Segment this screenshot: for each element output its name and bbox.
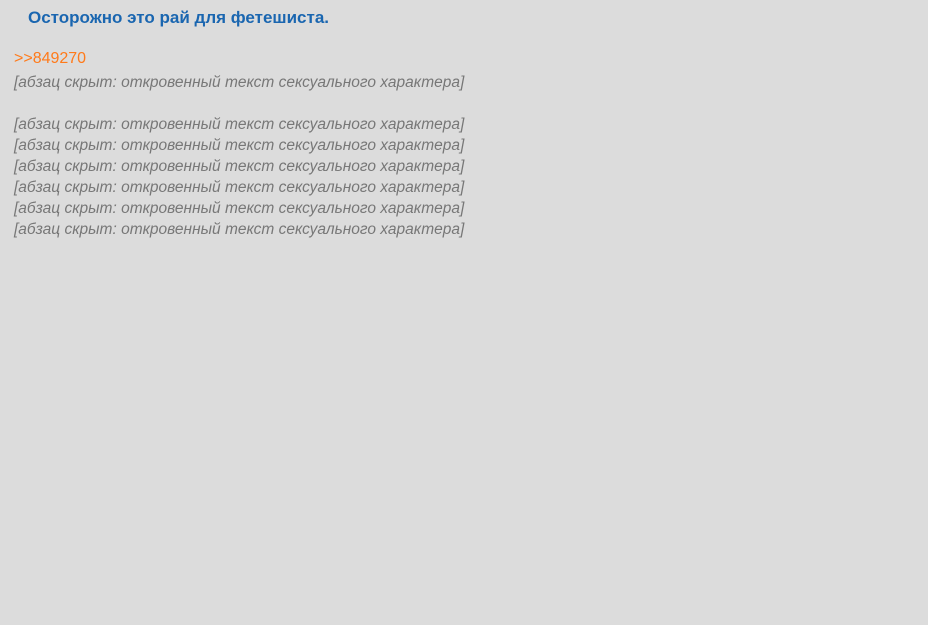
reply-quote-link[interactable]: >>849270 (14, 50, 87, 67)
post-paragraph: [абзац скрыт: откровенный текст сексуального характера] (14, 158, 465, 175)
post-paragraph: [абзац скрыт: откровенный текст сексуального характера] (14, 137, 465, 154)
post-paragraph: [абзац скрыт: откровенный текст сексуального характера] (14, 116, 465, 133)
post-paragraph: [абзац скрыт: откровенный текст сексуального характера] (14, 74, 465, 91)
post-body (14, 72, 918, 240)
post-title: Осторожно это рай для фетешиста. (28, 8, 329, 27)
post-paragraph: [абзац скрыт: откровенный текст сексуального характера] (14, 179, 465, 196)
post-paragraph: [абзац скрыт: откровенный текст сексуального характера] (14, 200, 465, 217)
post-paragraph: [абзац скрыт: откровенный текст сексуального характера] (14, 221, 465, 238)
